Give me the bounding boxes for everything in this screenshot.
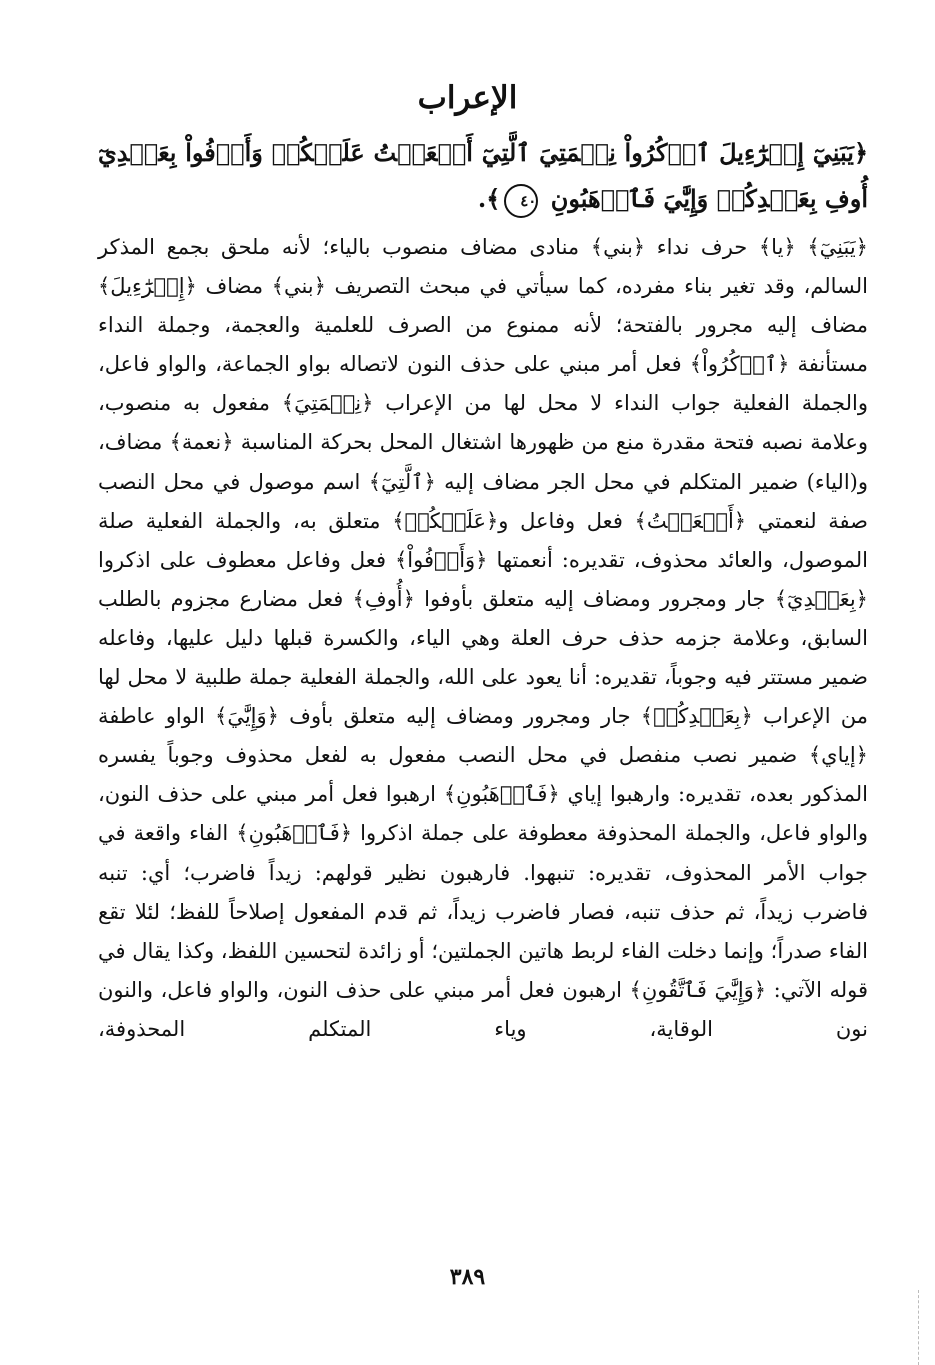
- page-title: الإعراب: [417, 80, 518, 116]
- verse-text: ﴿يَبَنِيٓ إِسۡرَٰٓءِيلَ ٱذۡكُرُواْ نِعۡمَتِيَ ٱلَّتِيٓ أَنۡعَمۡتُ عَلَيۡكُمۡ وَأَوۡفُواْ بِعَهۡدِيٓ أُوفِ بِعَهۡدِكُمۡ وَإِيَّٰيَ فَٱرۡهَبُونِ: [98, 138, 868, 213]
- grammatical-analysis-text: ﴿يَبَنِيٓ﴾ ﴿يا﴾ حرف نداء ﴿بني﴾ منادى مضاف منصوب بالياء؛ لأنه ملحق بجمع المذكر السالم، وقد تغير بناء مفرده، كما سيأتي في مبحث التصريف ﴿بني﴾ مضاف ﴿إِسۡرَٰٓءِيلَ﴾ مضاف إليه مجرور بالفتحة؛ لأنه ممنوع من الصرف للعلمية والعجمة، وجملة النداء مستأنفة ﴿ٱذۡكُرُواْ﴾ فعل أمر مبني على حذف النون لاتصاله بواو الجماعة، والواو فاعل، والجملة الفعلية جواب النداء لا محل لها من الإعراب ﴿نِعۡمَتِيَ﴾ مفعول به منصوب، وعلامة نصبه فتحة مقدرة منع من ظهورها اشتغال المحل بحركة المناسبة ﴿نعمة﴾ مضاف، و(الياء) ضمير المتكلم في محل الجر مضاف إليه ﴿ٱلَّتِيٓ﴾ اسم موصول في محل النصب صفة لنعمتي ﴿أَنۡعَمۡتُ﴾ فعل وفاعل و﴿عَلَيۡكُمۡ﴾ متعلق به، والجملة الفعلية صلة الموصول، والعائد محذوف، تقديره: أنعمتها ﴿وَأَوۡفُواْ﴾ فعل وفاعل معطوف على اذكروا ﴿بِعَهۡدِيٓ﴾ جار ومجرور ومضاف إليه متعلق بأوفوا ﴿أُوفِ﴾ فعل مضارع مجزوم بالطلب السابق، وعلامة جزمه حذف حرف العلة وهي الياء، والكسرة قبلها دليل عليها، وفاعله ضمير مستتر فيه وجوباً، تقديره: أنا يعود على الله، والجملة الفعلية جملة طلبية لا محل لها من الإعراب ﴿بِعَهۡدِكُمۡ﴾ جار ومجرور ومضاف إليه متعلق بأوف ﴿وَإِيَّٰيَ﴾ الواو عاطفة ﴿إياي﴾ ضمير نصب منفصل في محل النصب مفعول به لفعل محذوف وجوباً يفسره المذكور بعده، تقديره: وارهبوا إياي ﴿فَٱرۡهَبُونِ﴾ ارهبوا فعل أمر مبني على حذف النون، والواو فاعل، والجملة المحذوفة معطوفة على جملة اذكروا ﴿فَٱرۡهَبُونِ﴾ الفاء واقعة في جواب الأمر المحذوف، تقديره: تنبهوا. فارهبون نظير قولهم: زيداً فاضرب؛ أي: تنبه فاضرب زيداً، ثم حذف تنبه، فصار فاضرب زيداً، ثم قدم المفعول إصلاحاً للفظ؛ لئلا تقع الفاء صدراً؛ وإنما دخلت الفاء لربط هاتين الجملتين؛ أو زائدة لتحسين اللفظ، وكذا يقال في قوله الآتي: ﴿وَإِيَّٰيَ فَٱتَّقُونِ﴾ ارهبون فعل أمر مبني على حذف النون، والواو فاعل، والنون نون الوقاية، وياء المتكلم المحذوفة،: [98, 235, 868, 1041]
- ayah-number-marker: ٤٠: [504, 184, 538, 218]
- page-number: ٣٨٩: [449, 1264, 486, 1290]
- verse-closing: ﴾.: [477, 184, 501, 213]
- quran-verse: [98, 130, 868, 222]
- scan-edge-line: [918, 1290, 919, 1365]
